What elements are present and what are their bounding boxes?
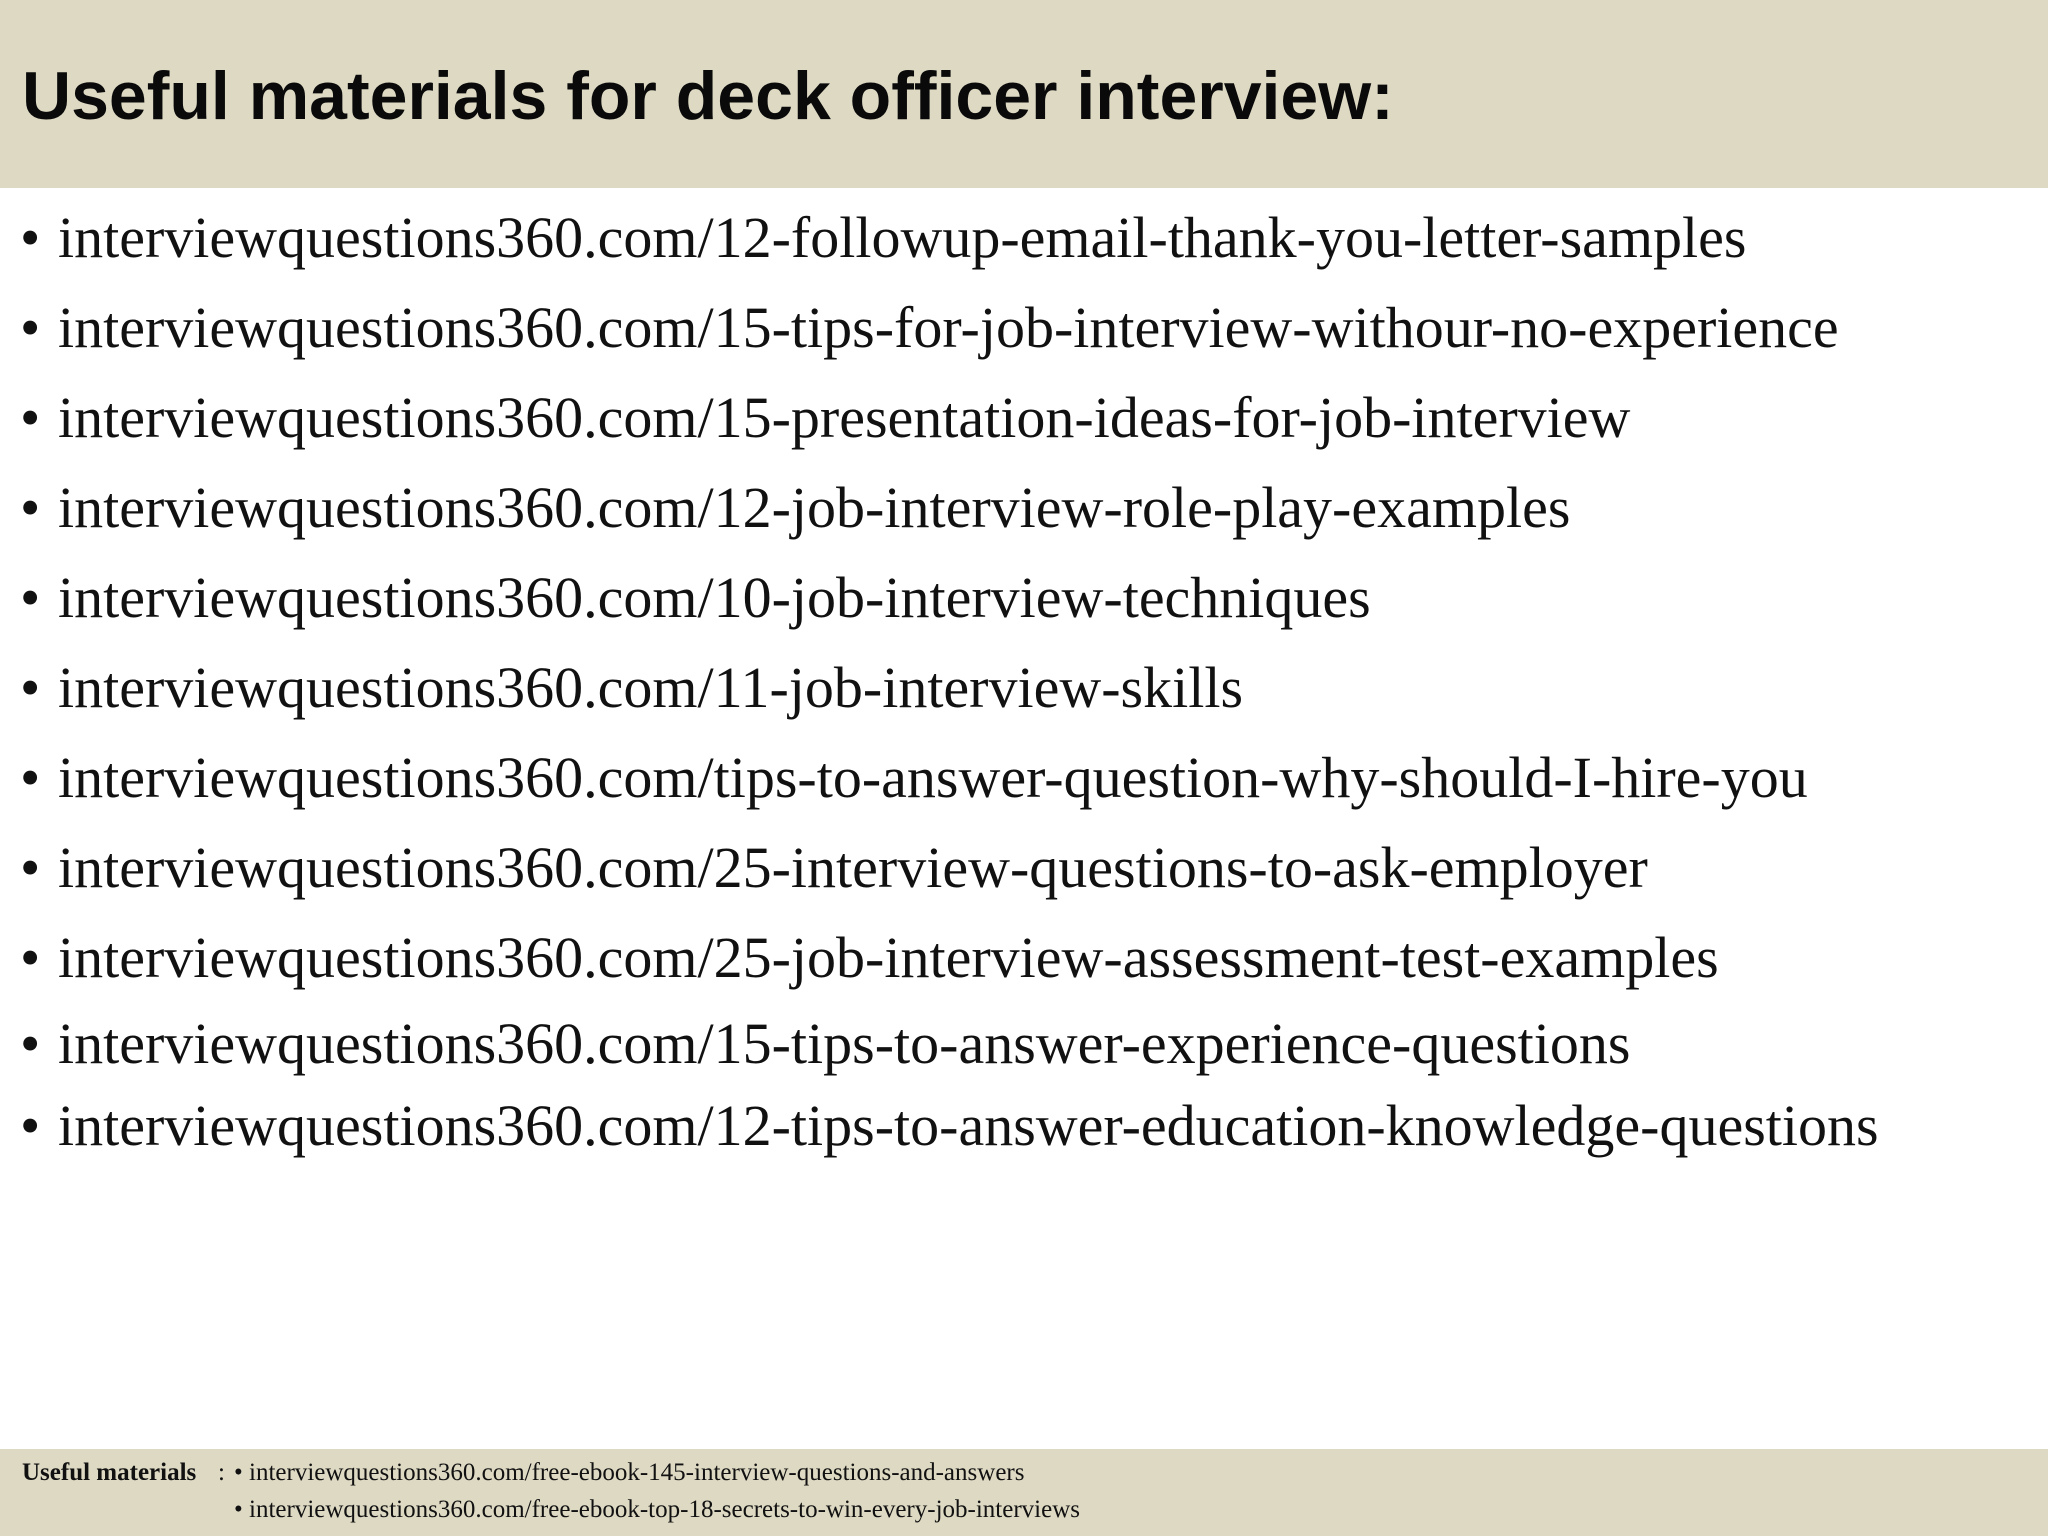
link-text[interactable]: interviewquestions360.com/11-job-interview-skills [58,655,1244,720]
footer-label: Useful materials [22,1459,197,1486]
link-text[interactable]: interviewquestions360.com/12-followup-email-thank-you-letter-samples [58,205,1747,270]
materials-link-list [20,193,1879,1167]
footer-link[interactable]: • interviewquestions360.com/free-ebook-145-interview-questions-and-answers [234,1459,1025,1486]
list-item[interactable] [20,733,1879,823]
list-item[interactable] [20,373,1879,463]
bullet-icon: • [20,925,41,990]
list-item[interactable] [20,553,1879,643]
bullet-icon: • [20,745,41,810]
bullet-icon: • [20,205,41,270]
list-item[interactable] [20,193,1879,283]
link-text[interactable]: interviewquestions360.com/25-job-interview-assessment-test-examples [58,925,1719,990]
footer-separator: : [218,1459,225,1486]
link-text[interactable]: interviewquestions360.com/15-presentation-ideas-for-job-interview [58,385,1631,450]
list-item[interactable] [20,1003,1879,1085]
list-item[interactable] [20,463,1879,553]
bullet-icon: • [20,295,41,360]
bullet-icon: • [20,1011,41,1076]
link-text[interactable]: interviewquestions360.com/tips-to-answer-question-why-should-I-hire-you [58,745,1808,810]
link-text[interactable]: interviewquestions360.com/25-interview-questions-to-ask-employer [58,835,1648,900]
bullet-icon: • [20,565,41,630]
page-title: Useful materials for deck officer interview: [22,58,1394,134]
link-text[interactable]: interviewquestions360.com/12-job-interview-role-play-examples [58,475,1571,540]
list-item[interactable] [20,643,1879,733]
list-item[interactable] [20,283,1879,373]
bullet-icon: • [20,835,41,900]
list-item[interactable] [20,823,1879,913]
link-text[interactable]: interviewquestions360.com/15-tips-for-job-interview-withour-no-experience [58,295,1839,360]
footer-link[interactable]: • interviewquestions360.com/free-ebook-top-18-secrets-to-win-every-job-interviews [234,1496,1080,1523]
link-text[interactable]: interviewquestions360.com/10-job-interview-techniques [58,565,1371,630]
bullet-icon: • [20,385,41,450]
list-item[interactable] [20,1085,1879,1167]
bullet-icon: • [20,1093,41,1158]
list-item[interactable] [20,913,1879,1003]
link-text[interactable]: interviewquestions360.com/15-tips-to-answer-experience-questions [58,1011,1631,1076]
bullet-icon: • [20,655,41,720]
link-text[interactable]: interviewquestions360.com/12-tips-to-answer-education-knowledge-questions [58,1093,1879,1158]
bullet-icon: • [20,475,41,540]
